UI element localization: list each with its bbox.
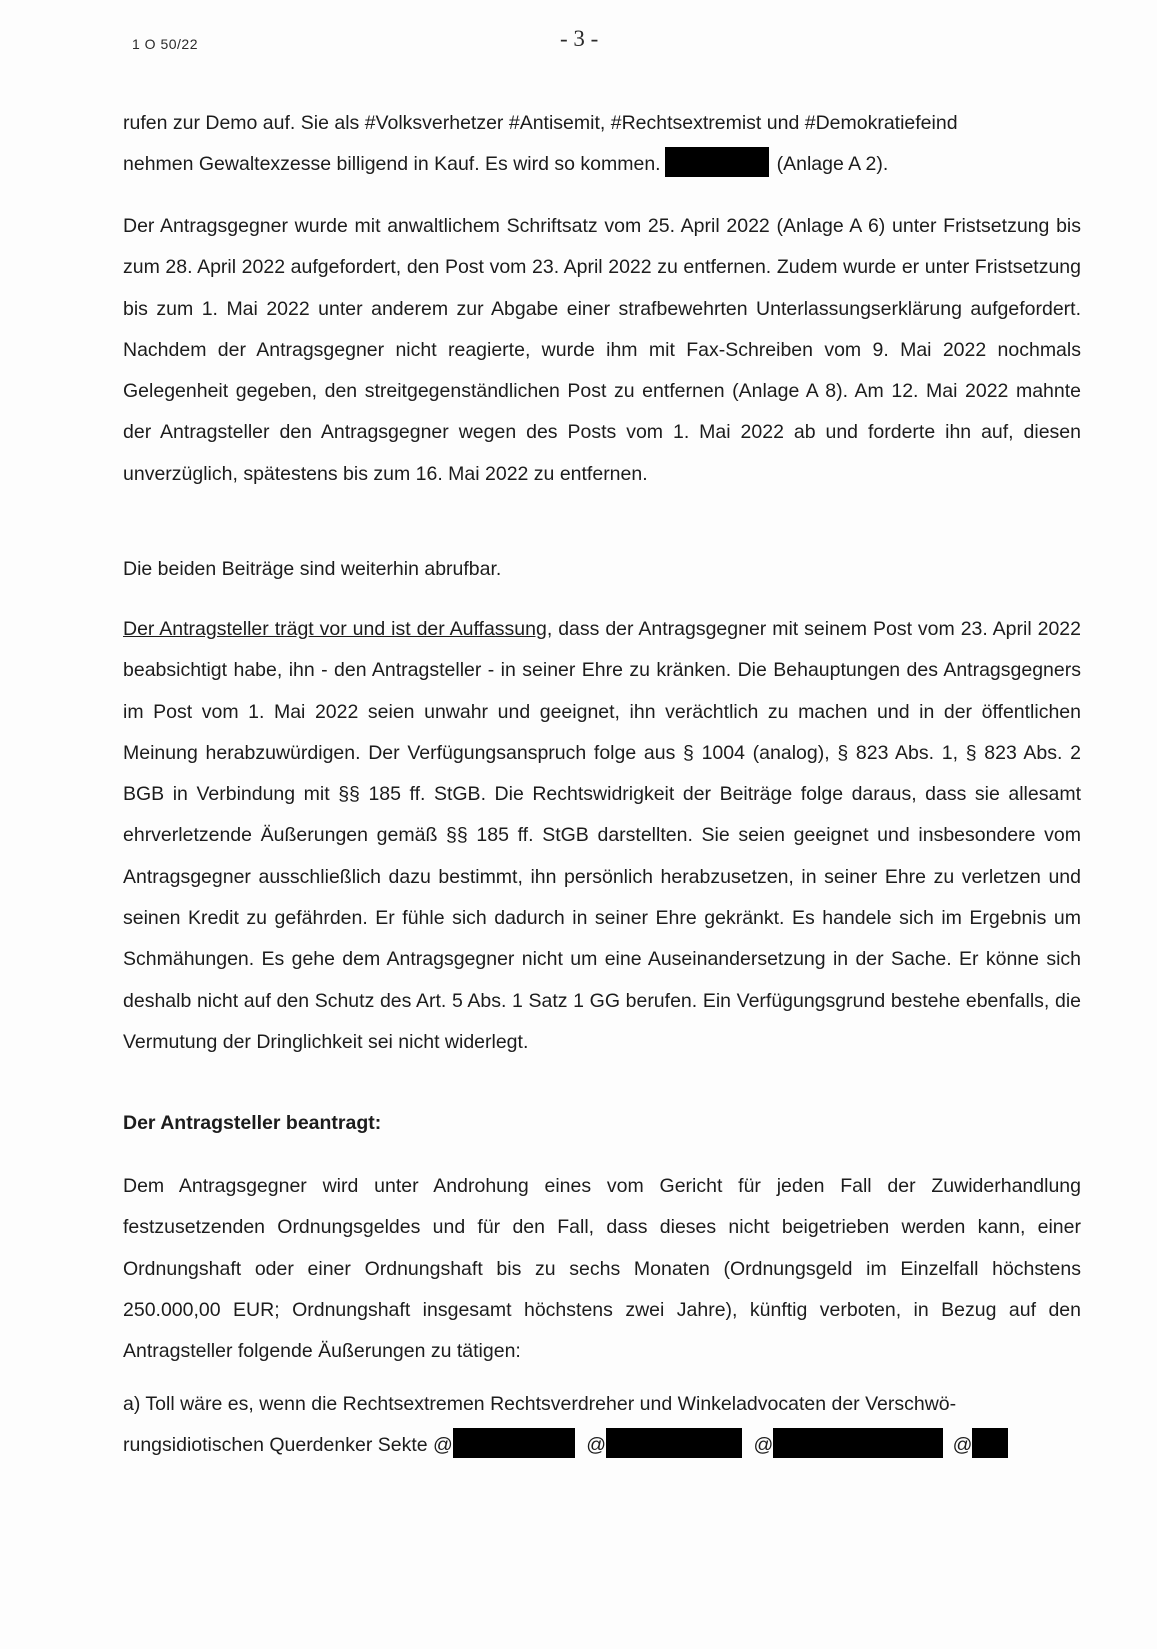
text-fragment: rungsidiotischen Querdenker Sekte bbox=[123, 1434, 428, 1457]
paragraph-applicant-argument bbox=[123, 609, 1081, 1063]
paragraph-deadline-history bbox=[123, 206, 1081, 495]
at-sign: @ bbox=[586, 1434, 607, 1457]
section-heading: Der Antragsteller beantragt: bbox=[123, 1112, 382, 1134]
paragraph-text: Dem Antragsgegner wird unter Androhung eines vom Gericht für jeden Fall der Zuwiderhandlung festzusetzenden Ordnungsgeldes und für den Fall, dass dieses nicht beigetrieben werden kann, einer Ordnungshaft oder einer Ordnungshaft bis zu sechs Monaten (Ordnungsgeld im Einzelfall höchstens 250.000,00 EUR; Ordnungshaft insgesamt höchstens zwei Jahre), künftig verboten, in Bezug auf den Antragsteller folgende Äußerungen zu tätigen: bbox=[123, 1175, 1081, 1363]
redaction-block bbox=[972, 1428, 1008, 1458]
file-reference: 1 O 50/22 bbox=[132, 36, 198, 52]
page-number: - 3 - bbox=[560, 26, 599, 51]
text-line: rufen zur Demo auf. Sie als #Volksverhetzer #Antisemit, #Rechtsextremist und #Demokratiefeind bbox=[123, 112, 958, 134]
paragraph-body: , dass der Antragsgegner mit seinem Post vom 23. April 2022 beabsichtigt habe, ihn - den Antragsteller - in seiner Ehre zu kränken. Die Behauptungen des Antragsgegners im Post vom 1. Mai 2022 seien unwahr und geeignet, ihn verächtlich zu machen und in der öffentlichen Meinung herabzuwürdigen. Der Verfügungsanspruch folge aus § 1004 (analog), § 823 Abs. 1, § 823 Abs. 2 BGB in Verbindung mit §§ 185 ff. StGB. Die Rechtswidrigkeit der Beiträge folge daraus, dass sie allesamt ehrverletzende Äußerungen gemäß §§ 185 ff. StGB darstellten. Sie seien geeignet und insbesondere vom Antragsgegner ausschließlich dazu bestimmt, ihn persönlich herabzusetzen, in seiner Ehre zu verletzen und seinen Kredit zu gefährden. Er fühle sich dadurch in seiner Ehre gekränkt. Es handele sich im Ergebnis um Schmähungen. Es gehe dem Antragsgegner nicht um eine Auseinandersetzung in der Sache. Er könne sich deshalb nicht auf den Schutz des Art. 5 Abs. 1 Satz 1 GG berufen. Ein Verfügungsgrund bestehe ebenfalls, die Vermutung der Dringlichkeit sei nicht widerlegt. bbox=[123, 618, 1081, 1053]
paragraph-text: Die beiden Beiträge sind weiterhin abrufbar. bbox=[123, 558, 502, 580]
text-line: a) Toll wäre es, wenn die Rechtsextremen Rechtsverdreher und Winkeladvocaten der Verschwö- bbox=[123, 1393, 957, 1415]
paragraph-text bbox=[123, 609, 1081, 1063]
text-line bbox=[123, 1425, 1081, 1466]
redaction-block bbox=[773, 1428, 943, 1458]
redaction-block bbox=[665, 147, 769, 177]
text-fragment: nehmen Gewaltexzesse billigend in Kauf. Es wird so kommen. bbox=[123, 153, 661, 176]
at-sign: @ bbox=[753, 1434, 774, 1457]
paragraph-text: Der Antragsgegner wurde mit anwaltlichem Schriftsatz vom 25. April 2022 (Anlage A 6) unter Fristsetzung bis zum 28. April 2022 aufgefordert, den Post vom 23. April 2022 zu entfernen. Zudem wurde er unter Fristsetzung bis zum 1. Mai 2022 unter anderem zur Abgabe einer strafbewehrten Unterlassungserklärung aufgefordert. Nachdem der Antragsgegner nicht reagierte, wurde ihm mit Fax-Schreiben vom 9. Mai 2022 nochmals Gelegenheit gegeben, den streitgegenständlichen Post zu entfernen (Anlage A 8). Am 12. Mai 2022 mahnte der Antragsteller den Antragsgegner wegen des Posts vom 1. Mai 2022 ab und forderte ihn auf, diesen unverzüglich, spätestens bis zum 16. Mai 2022 zu entfernen. bbox=[123, 215, 1081, 485]
paragraph-quote-continuation bbox=[123, 103, 1081, 186]
paragraph-request bbox=[123, 1166, 1081, 1372]
redaction-block bbox=[453, 1428, 575, 1458]
text-fragment: (Anlage A 2). bbox=[776, 153, 889, 176]
paragraph-statement-a bbox=[123, 1384, 1081, 1467]
paragraph-availability bbox=[123, 549, 1081, 590]
at-sign: @ bbox=[952, 1434, 973, 1457]
redaction-block bbox=[606, 1428, 742, 1458]
at-sign: @ bbox=[433, 1434, 453, 1457]
underlined-lead: Der Antragsteller trägt vor und ist der Auffassung bbox=[123, 618, 547, 640]
text-line bbox=[123, 144, 1081, 185]
